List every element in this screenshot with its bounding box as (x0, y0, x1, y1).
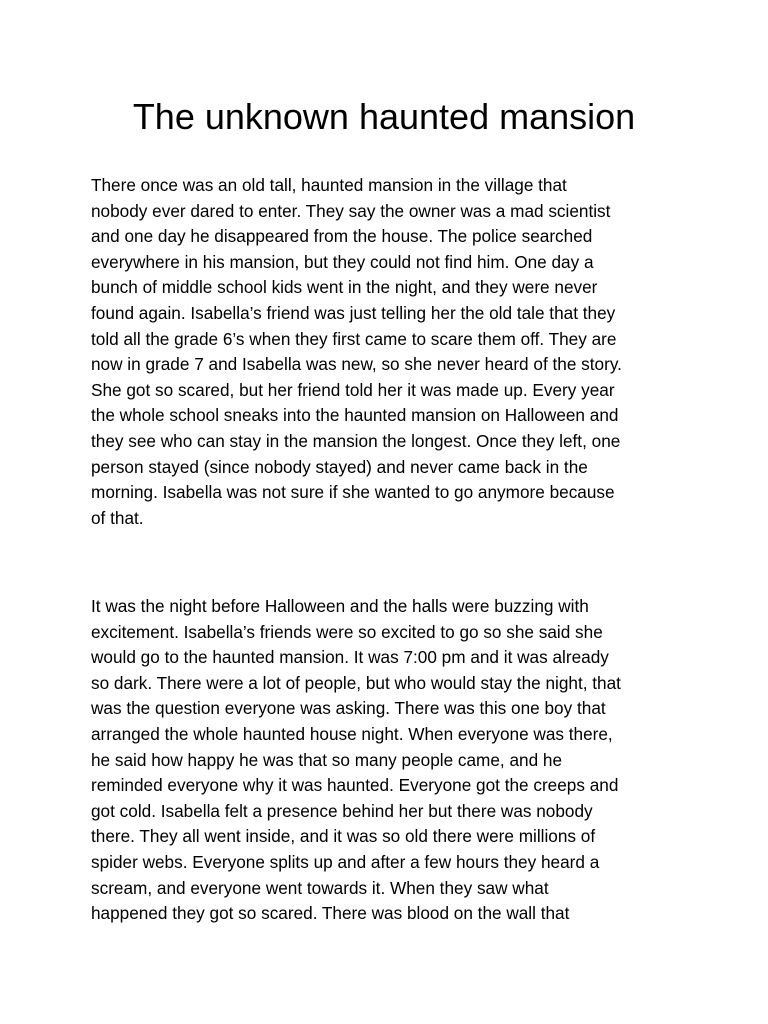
paragraph-line: of that. (91, 507, 144, 528)
paragraph-line: excitement. Isabella’s friends were so excited to go so she said she (91, 621, 603, 642)
paragraph-line: told all the grade 6’s when they first came to scare them off. They are (91, 328, 617, 349)
paragraph-line: would go to the haunted mansion. It was 7:00 pm and it was already (91, 647, 609, 668)
paragraph-line: found again. Isabella’s friend was just telling her the old tale that they (91, 302, 616, 323)
paragraph-2 (91, 594, 691, 927)
paragraph-line: there. They all went inside, and it was so old there were millions of (91, 826, 596, 847)
paragraph-line: reminded everyone why it was haunted. Everyone got the creeps and (91, 775, 619, 796)
paragraph-line: spider webs. Everyone splits up and after a few hours they heard a (91, 851, 600, 872)
document-title: The unknown haunted mansion (132, 96, 636, 137)
paragraph-line: It was the night before Halloween and the halls were buzzing with (91, 596, 589, 616)
paragraph-line: now in grade 7 and Isabella was new, so she never heard of the story. (91, 354, 622, 375)
paragraph-line: and one day he disappeared from the house. The police searched (91, 226, 593, 247)
paragraph-line: arranged the whole haunted house night. When everyone was there, (91, 723, 613, 744)
paragraph-line: was the question everyone was asking. There was this one boy that (91, 698, 606, 719)
paragraph-line: She got so scared, but her friend told her it was made up. Every year (91, 379, 615, 400)
paragraph-line: morning. Isabella was not sure if she wanted to go anymore because (91, 482, 615, 503)
paragraph-line: There once was an old tall, haunted mansion in the village that (91, 175, 567, 195)
paragraph-line: bunch of middle school kids went in the night, and they were never (91, 277, 598, 298)
paragraph-1 (91, 173, 691, 531)
paragraph-line: person stayed (since nobody stayed) and never came back in the (91, 456, 588, 477)
paragraph-line: the whole school sneaks into the haunted mansion on Halloween and (91, 405, 619, 426)
paragraph-line: he said how happy he was that so many people came, and he (91, 749, 563, 770)
paragraph-line: everywhere in his mansion, but they could not find him. One day a (91, 251, 594, 272)
paragraph-line: happened they got so scared. There was blood on the wall that (91, 903, 570, 924)
paragraph-line: they see who can stay in the mansion the longest. Once they left, one (91, 430, 621, 451)
paragraph-line: so dark. There were a lot of people, but who would stay the night, that (91, 672, 621, 693)
paragraph-line: nobody ever dared to enter. They say the owner was a mad scientist (91, 200, 611, 221)
paragraph-line: scream, and everyone went towards it. When they saw what (91, 877, 549, 898)
paragraph-line: got cold. Isabella felt a presence behind her but there was nobody (91, 800, 593, 821)
